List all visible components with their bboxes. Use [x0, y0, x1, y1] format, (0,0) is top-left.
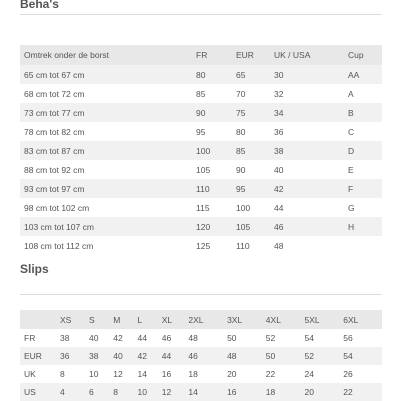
table-cell: 8 [60, 369, 65, 379]
table-cell: B [348, 107, 354, 118]
table-cell: 14 [137, 369, 147, 379]
table-cell: 68 cm tot 72 cm [24, 88, 85, 99]
table-cell: 80 [196, 69, 206, 80]
table-cell: 42 [274, 183, 284, 194]
slips-heading: Slips [20, 262, 49, 276]
table-cell: 65 [236, 69, 246, 80]
table-cell: 105 [236, 221, 251, 232]
table-cell: 40 [274, 164, 284, 175]
column-header: FR [196, 50, 208, 60]
column-header: EUR [236, 50, 254, 60]
table-cell: 10 [137, 387, 147, 397]
table-cell: 85 [236, 145, 246, 156]
row-label: UK [24, 369, 36, 379]
table-cell: AA [348, 69, 360, 80]
table-cell: F [348, 183, 354, 194]
table-cell: 26 [343, 369, 353, 379]
table-cell: 24 [304, 369, 314, 379]
table-cell: 80 [236, 126, 246, 137]
table-cell: 16 [161, 369, 172, 379]
table-row [20, 65, 382, 84]
table-cell: 48 [274, 240, 284, 251]
table-cell: 90 [196, 107, 206, 118]
table-cell: 56 [343, 333, 353, 343]
table-cell: 54 [343, 351, 353, 361]
row-label: FR [24, 333, 36, 343]
table-cell: 44 [137, 333, 147, 343]
table-row [20, 383, 382, 401]
table-cell: 14 [188, 387, 198, 397]
column-header: S [89, 314, 95, 325]
table-cell: 98 cm tot 102 cm [24, 202, 90, 213]
table-cell: 4 [60, 387, 65, 397]
column-header: 5XL [304, 314, 320, 325]
table-cell: 18 [265, 387, 276, 397]
table-cell: 40 [89, 333, 99, 343]
column-header: XS [60, 314, 72, 325]
table-cell: 125 [196, 240, 211, 251]
column-header: M [113, 314, 121, 325]
bra-size-table [20, 45, 382, 255]
table-cell: 10 [89, 369, 99, 379]
column-header: 2XL [188, 314, 204, 325]
table-cell: 38 [274, 145, 284, 156]
table-cell: 6 [89, 387, 94, 397]
table-cell: 20 [304, 387, 314, 397]
table-cell: 30 [274, 69, 284, 80]
table-cell: 48 [188, 333, 198, 343]
table-row [20, 122, 382, 141]
table-cell: 115 [196, 202, 210, 213]
table-cell: 34 [274, 107, 284, 118]
table-cell: 75 [236, 107, 246, 118]
table-cell: 120 [196, 221, 211, 232]
table-cell: 52 [304, 351, 314, 361]
table-cell: G [348, 202, 355, 213]
table-cell: 90 [236, 164, 246, 175]
table-cell: 52 [265, 333, 276, 343]
table-cell: 12 [161, 387, 172, 397]
divider [20, 14, 382, 15]
table-cell: 110 [236, 240, 250, 251]
table-cell: 44 [274, 202, 284, 213]
table-cell: 16 [227, 387, 237, 397]
table-cell: 50 [227, 333, 237, 343]
table-cell: E [348, 164, 354, 175]
table-cell: 8 [113, 387, 118, 397]
column-header [20, 310, 60, 329]
table-cell: 46 [274, 221, 284, 232]
table-cell: 38 [89, 351, 99, 361]
table-row [20, 236, 382, 255]
table-cell: A [348, 88, 354, 99]
slip-size-table [20, 310, 382, 401]
table-cell: 73 cm tot 77 cm [24, 107, 85, 118]
table-row [20, 365, 382, 383]
table-cell: 36 [60, 351, 70, 361]
column-header: UK / USA [274, 50, 311, 60]
table-cell: 48 [227, 351, 237, 361]
table-row [20, 160, 382, 179]
table-cell: 100 [196, 145, 211, 156]
table-cell: 95 [236, 183, 246, 194]
table-cell: 100 [236, 202, 251, 213]
table-cell: 32 [274, 88, 284, 99]
table-cell: 46 [188, 351, 198, 361]
table-cell: H [348, 221, 355, 232]
table-cell: 46 [161, 333, 172, 343]
table-cell: 78 cm tot 82 cm [24, 126, 85, 137]
table-header-row [20, 310, 382, 329]
column-header: Cup [348, 50, 364, 60]
table-cell: 42 [137, 351, 147, 361]
table-row [20, 103, 382, 122]
table-cell: 50 [265, 351, 276, 361]
divider [20, 294, 382, 295]
column-header: Omtrek onder de borst [24, 50, 110, 60]
table-cell: 95 [196, 126, 206, 137]
table-cell: 36 [274, 126, 284, 137]
table-cell: 20 [227, 369, 237, 379]
bras-heading: Beha's [20, 0, 59, 11]
column-header: XL [161, 314, 173, 325]
table-cell: 65 cm tot 67 cm [24, 69, 85, 80]
column-header: 6XL [343, 314, 359, 325]
table-cell [348, 236, 382, 255]
table-row [20, 347, 382, 365]
table-cell: 54 [304, 333, 314, 343]
table-cell: C [348, 126, 355, 137]
table-cell: 42 [113, 333, 123, 343]
table-row [20, 217, 382, 236]
table-cell: 93 cm tot 97 cm [24, 183, 85, 194]
column-header: 3XL [227, 314, 243, 325]
table-cell: 18 [188, 369, 198, 379]
table-cell: 70 [236, 88, 246, 99]
table-cell: 108 cm tot 112 cm [24, 240, 94, 251]
row-label: EUR [24, 351, 42, 361]
table-row [20, 141, 382, 160]
table-row [20, 198, 382, 217]
table-cell: 110 [196, 183, 210, 194]
table-cell: 22 [343, 387, 353, 397]
table-row [20, 179, 382, 198]
table-cell: 38 [60, 333, 70, 343]
table-cell: 105 [196, 164, 211, 175]
table-row [20, 329, 382, 347]
column-header: L [137, 314, 143, 325]
table-cell: 22 [265, 369, 276, 379]
table-cell: D [348, 145, 355, 156]
table-row [20, 84, 382, 103]
table-cell: 12 [113, 369, 123, 379]
table-cell: 103 cm tot 107 cm [24, 221, 94, 232]
table-cell: 44 [161, 351, 172, 361]
table-cell: 88 cm tot 92 cm [24, 164, 85, 175]
table-cell: 40 [113, 351, 123, 361]
row-label: US [24, 387, 36, 397]
column-header: 4XL [265, 314, 281, 325]
table-header-row [20, 45, 382, 65]
table-cell: 83 cm tot 87 cm [24, 145, 85, 156]
table-cell: 85 [196, 88, 206, 99]
